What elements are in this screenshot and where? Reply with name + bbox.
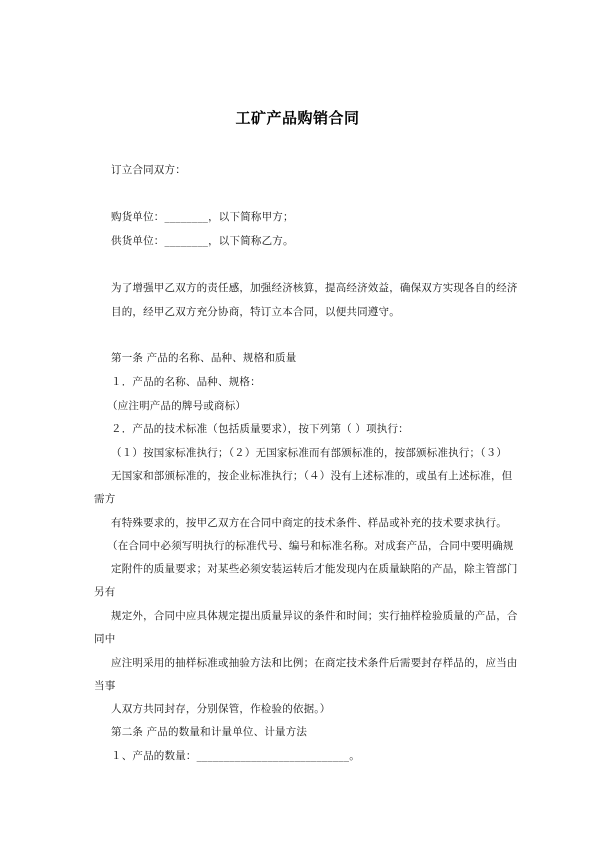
article-1-item-2: ２．产品的技术标准（包括质量要求），按下列第（ ）项执行： bbox=[111, 423, 409, 435]
article-2-item-1: １、产品的数量：____________________________。 bbox=[111, 750, 360, 762]
article-1-note-line-a: （在合同中必须写明执行的标准代号、编号和标准名称。对成套产品，合同中要明确规 bbox=[107, 540, 514, 552]
purpose-line-1: 为了增强甲乙双方的责任感，加强经济核算，提高经济效益，确保双方实现各自的经济 bbox=[111, 282, 518, 294]
purpose-line-2: 目的，经甲乙双方充分协商，特订立本合同，以便共同遵守。 bbox=[111, 306, 400, 318]
article-1-item-2-line-d: 有特殊要求的，按甲乙双方在合同中商定的技术条件、样品或补充的技术要求执行。 bbox=[111, 517, 507, 529]
article-1-note-line-f: 应注明采用的抽样标准或抽验方法和比例；在商定技术条件后需要封存样品的，应当由 bbox=[111, 657, 518, 669]
document-title: 工矿产品购销合同 bbox=[235, 109, 360, 127]
article-1-item-2-line-a: （１）按国家标准执行；（２）无国家标准而有部颁标准的，按部颁标准执行；（３） bbox=[111, 447, 508, 459]
article-1-note-line-h: 人双方共同封存，分别保管，作检验的依据。） bbox=[111, 703, 331, 715]
intro-line: 订立合同双方： bbox=[111, 164, 186, 176]
article-2-heading: 第二条 产品的数量和计量单位、计量方法 bbox=[111, 726, 308, 738]
article-1-note-line-e: 同中 bbox=[94, 633, 116, 645]
article-1-note-line-g: 当事 bbox=[94, 680, 116, 692]
seller-line: 供货单位：________，以下简称乙方。 bbox=[111, 235, 294, 247]
article-1-note-line-c: 另有 bbox=[94, 586, 116, 598]
article-1-item-1: １．产品的名称、品种、规格： bbox=[111, 376, 261, 388]
article-1-heading: 第一条 产品的名称、品种、规格和质量 bbox=[111, 352, 297, 364]
article-1-note-line-d: 规定外，合同中应具体规定提出质量异议的条件和时间；实行抽样检验质量的产品，合 bbox=[111, 610, 518, 622]
article-1-item-2-line-c: 需方 bbox=[94, 493, 116, 505]
article-1-item-2-line-b: 无国家和部颁标准的，按企业标准执行；（４）没有上述标准的，或虽有上述标准，但 bbox=[111, 470, 513, 482]
article-1-item-1-note: （应注明产品的牌号或商标） bbox=[107, 400, 247, 412]
article-1-note-line-b: 定附件的质量要求；对某些必须安装运转后才能发现内在质量缺陷的产品，除主管部门 bbox=[111, 563, 518, 575]
buyer-line: 购货单位：________，以下简称甲方； bbox=[111, 211, 294, 223]
